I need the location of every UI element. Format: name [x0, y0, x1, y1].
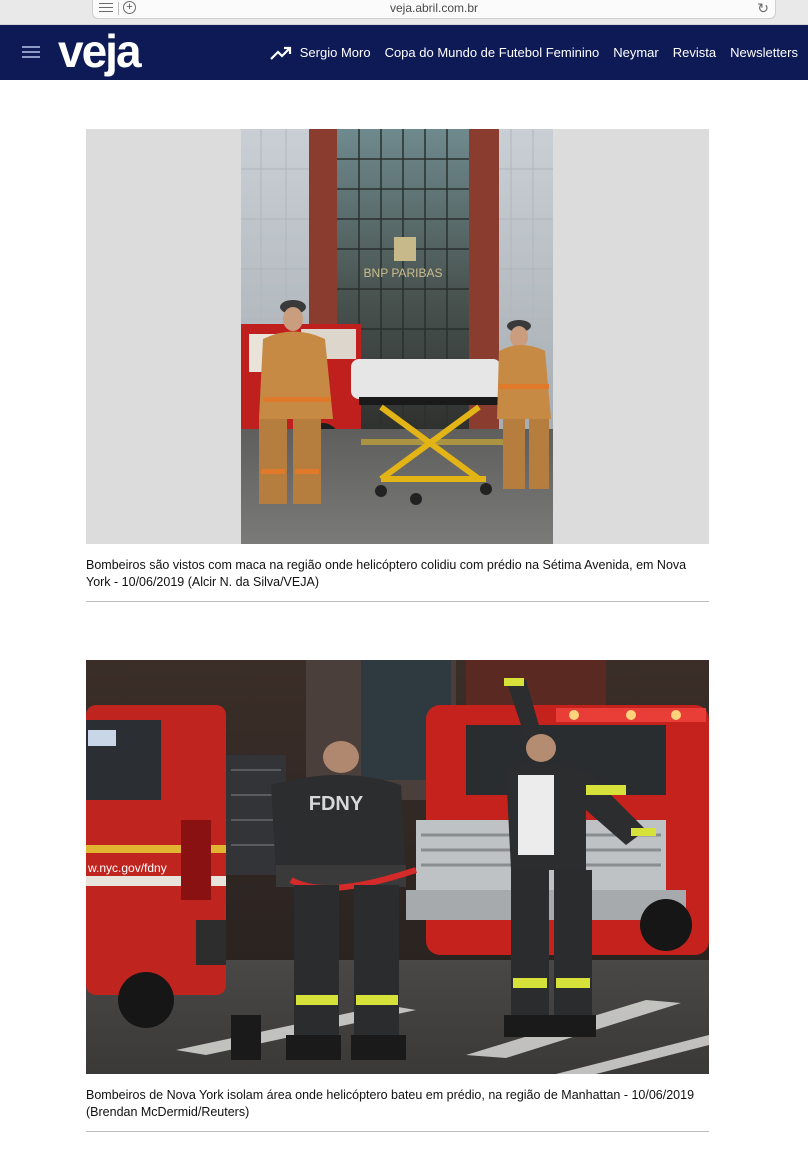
caption-divider-2 — [86, 1131, 709, 1132]
photo-firefighters-stretcher[interactable] — [241, 129, 553, 544]
add-tab-icon[interactable]: + — [123, 1, 136, 14]
url-text[interactable]: veja.abril.com.br — [389, 1, 479, 15]
veja-logo[interactable]: veja — [58, 25, 140, 77]
building-sign: BNP PARIBAS — [363, 266, 443, 280]
truck-url-text: w.nyc.gov/fdny — [88, 861, 167, 875]
nav-item-newsletters[interactable]: Newsletters — [730, 45, 798, 60]
photo-caption-1: Bombeiros são vistos com maca na região onde helicóptero colidiu com prédio na Sétima Avenida, em Nova York - 10/06/2019 (Alcir N. da Silva/VEJA) — [86, 558, 687, 589]
bank-logo-plate — [394, 237, 416, 261]
site-header — [0, 25, 808, 80]
photo-frame-1 — [86, 129, 709, 544]
nav-item-sergio-moro[interactable]: Sergio Moro — [299, 45, 371, 60]
trending-icon — [270, 46, 292, 60]
nav-item-copa-feminina[interactable]: Copa do Mundo de Futebol Feminino — [384, 45, 600, 60]
caption-divider-1 — [86, 601, 709, 602]
jacket-text: FDNY — [308, 793, 364, 815]
browser-toolbar — [0, 0, 808, 25]
figure-1 — [86, 129, 709, 602]
photo-caption-2: Bombeiros de Nova York isolam área onde helicóptero bateu em prédio, na região de Manhattan - 10/06/2019 (Brendan McDermid/Reuters) — [86, 1088, 695, 1119]
photo-fdny-firefighters[interactable] — [86, 660, 709, 1074]
nav-item-revista[interactable]: Revista — [672, 45, 717, 60]
reload-icon[interactable]: ↻ — [757, 0, 769, 16]
top-nav — [270, 25, 798, 80]
nav-item-neymar[interactable]: Neymar — [613, 45, 659, 60]
photo-frame-2 — [86, 660, 709, 1074]
figure-2 — [86, 660, 709, 1132]
hamburger-menu-icon[interactable] — [22, 46, 40, 59]
address-bar[interactable] — [92, 0, 776, 19]
